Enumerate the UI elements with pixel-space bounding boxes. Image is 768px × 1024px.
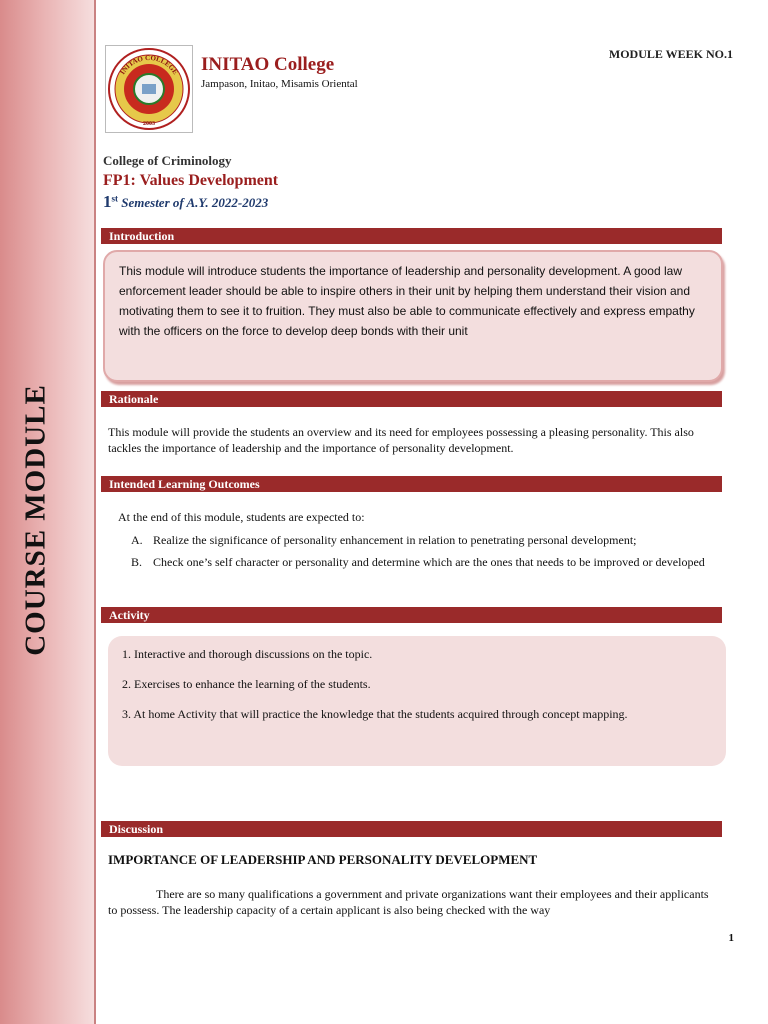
- discussion-heading: IMPORTANCE OF LEADERSHIP AND PERSONALITY DEVELOPMENT: [108, 852, 538, 867]
- discussion-header: Discussion: [101, 821, 722, 837]
- list-item: B. Check one’s self character or personality and determine which are the ones that needs to be improved or developed: [131, 555, 705, 569]
- page-number: 1: [728, 932, 734, 944]
- semester: 1st Semester of A.Y. 2022-2023: [103, 192, 269, 211]
- sidebar: [0, 0, 96, 1024]
- outcomes-list: [131, 532, 721, 576]
- course-title: FP1: Values Development: [103, 172, 279, 189]
- logo-year: 2003: [143, 121, 155, 127]
- college-address: Jampason, Initao, Misamis Oriental: [201, 78, 358, 90]
- rationale-header: Rationale: [101, 391, 722, 407]
- discussion-paragraph: There are so many qualifications a government and private organizations want their employees and their applicants to possess. The leadership capacity of a certain applicant is also being checked with the way: [108, 887, 709, 917]
- department: College of Criminology: [103, 153, 232, 168]
- activity-box: [108, 636, 726, 766]
- introduction-box: This module will introduce students the importance of leadership and personality development. A good law enforcement leader should be able to inspire others in their unit by helping them understand their vision and motivating them to see it to fruition. They must also be able to communicate effectively and express empathy with the officers on the force to develop deep bonds with their unit: [103, 250, 723, 382]
- rationale-text: This module will provide the students an overview and its need for employees possessing a pleasing personality. This also tackles the importance of leadership and the importance of personality development.: [108, 425, 694, 455]
- list-item: 2. Exercises to enhance the learning of the students.: [122, 677, 371, 691]
- logo-arc-text: INITAO COLLEGE: [118, 53, 180, 76]
- introduction-header: Introduction: [101, 228, 722, 244]
- outcomes-intro: At the end of this module, students are expected to:: [118, 510, 365, 524]
- list-item: 3. At home Activity that will practice the knowledge that the students acquired through concept mapping.: [122, 707, 628, 721]
- college-logo: [105, 45, 193, 133]
- outcomes-header: Intended Learning Outcomes: [101, 476, 722, 492]
- list-item: 1. Interactive and thorough discussions on the topic.: [122, 647, 373, 661]
- sidebar-title: COURSE MODULE: [19, 384, 52, 656]
- module-week: MODULE WEEK NO.1: [608, 47, 733, 61]
- college-name: INITAO College: [201, 54, 335, 75]
- activity-header: Activity: [101, 607, 722, 623]
- list-item: A. Realize the significance of personality enhancement in relation to penetrating personal development;: [131, 533, 637, 547]
